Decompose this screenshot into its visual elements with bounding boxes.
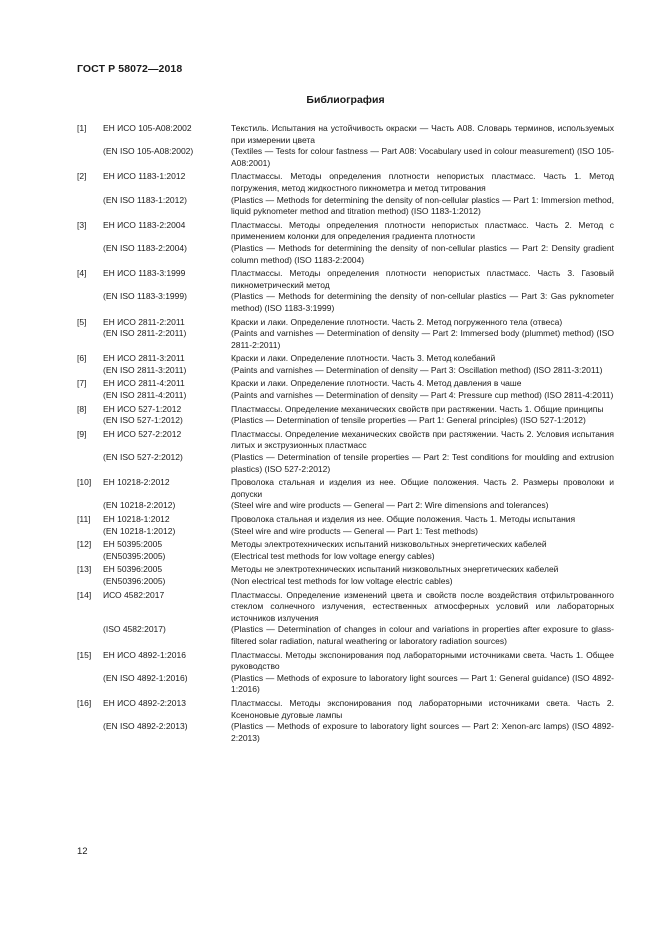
entry-number [77, 415, 103, 427]
entry-reference: (EN 10218-2:2012) [103, 500, 176, 511]
entry-description: (Non electrical test methods for low voltage electric cables) [231, 575, 453, 586]
entry-description: Проволока стальная и изделия из нее. Общие положения. Часть 1. Методы испытания [231, 514, 576, 524]
entry-description: Пластмассы. Методы экспонирования под лабораторными источниками света. Часть 1. Общее руководство [231, 649, 614, 672]
entry-reference: EH 50395:2005 [103, 539, 163, 550]
entry-reference: ЕН ИСО 4892-1:2016 [103, 649, 186, 660]
entry-reference: ЕН ИСО 2811-4:2011 [103, 378, 185, 389]
entry-reference: (EN ISO 105-A08:2002) [103, 146, 194, 157]
entry-number [77, 500, 103, 512]
entry-number [77, 721, 103, 744]
entry-description: Пластмассы. Методы определения плотности непористых пластмасс. Часть 3. Газовый пикнометрический метод [231, 268, 614, 290]
entry-description: Краски и лаки. Определение плотности. Часть 2. Метод погруженного тела (отвеса) [231, 316, 563, 327]
entry-reference: (EN50396:2005) [103, 575, 166, 586]
bibliography-entry [77, 268, 614, 314]
entry-description: Методы не электротехнических испытаний низковольтных энергетических кабелей [231, 564, 559, 575]
entry-reference: (EN ISO 2811-4:2011) [103, 390, 187, 401]
entry-reference: ЕН ИСО 1183-3:1999 [103, 268, 186, 279]
entry-reference: ЕН 10218-1:2012 [103, 514, 170, 524]
page-number: 12 [77, 846, 88, 857]
entry-number [77, 291, 103, 314]
entry-number [77, 624, 103, 647]
entry-reference: (EN ISO 527-1:2012) [103, 415, 183, 426]
entry-reference: ЕН ИСО 527-2:2012 [103, 428, 182, 439]
entry-number: [7] [77, 378, 87, 389]
entry-number: [15] [77, 649, 92, 660]
bibliography-entry [77, 477, 614, 512]
entry-number [77, 551, 103, 563]
standard-header: ГОСТ Р 58072—2018 [77, 63, 183, 75]
entry-description: (Plastics — Determination of tensile properties — Part 1: General principles) (ISO 527-1:2012) [231, 415, 586, 426]
entry-description: (Steel wire and wire products — General — Part 2: Wire dimensions and tolerances) [231, 500, 549, 511]
bibliography-entry [77, 404, 614, 427]
entry-reference: ЕН ИСО 105-А08:2002 [103, 123, 192, 133]
entry-reference: (EN ISO 4892-2:2013) [103, 721, 188, 732]
entry-reference: (EN 10218-1:2012) [103, 525, 176, 536]
entry-reference: ЕН ИСО 527-1:2012 [103, 403, 182, 414]
entry-description: Пластмассы. Методы экспонирования под лабораторными источниками света. Часть 2. Ксеноновые дуговые лампы [231, 697, 614, 720]
entry-number: [16] [77, 697, 92, 708]
bibliography-entry [77, 539, 614, 562]
entry-description: (Steel wire and wire products — General — Part 1: Test methods) [231, 525, 478, 536]
entry-reference: ИСО 4582:2017 [103, 589, 165, 600]
entry-number: [5] [77, 316, 87, 327]
bibliography-entry [77, 590, 614, 648]
entry-description: (Plastics — Determination of changes in colour and variations in properties after exposure to glass-filtered solar radiation, natural weathering or laboratory radiation sources) [231, 624, 614, 646]
bibliography-entry [77, 514, 614, 537]
entry-number [77, 243, 103, 266]
bibliography-entry [77, 564, 614, 587]
bibliography-list [77, 123, 614, 746]
entry-number: [4] [77, 268, 87, 279]
entry-number: [8] [77, 403, 87, 414]
entry-description: Пластмассы. Определение изменений цвета и свойств после воздействия отфильтрованного стеклом солнечного излучения, естественных атмосферных условий или лабораторных источников излучения [231, 589, 614, 623]
entry-reference: (EN ISO 1183-2:2004) [103, 242, 187, 253]
entry-number: [11] [77, 514, 91, 524]
bibliography-entry [77, 171, 614, 217]
entry-reference: (EN ISO 527-2:2012) [103, 452, 183, 463]
bibliography-entry [77, 123, 614, 169]
entry-description: Пластмассы. Методы определения плотности непористых пластмасс. Часть 2. Метод с применением колонки для определения градиента плотности [231, 219, 614, 242]
entry-description: (Plastics — Methods of exposure to laboratory light sources — Part 1: General guidance) (ISO 4892-1:2016) [231, 672, 614, 695]
entry-number [77, 195, 103, 218]
section-title: Библиография [306, 94, 385, 106]
entry-reference: (EN ISO 4892-1:2016) [103, 672, 188, 683]
entry-description: (Plastics — Methods of exposure to laboratory light sources — Part 2: Xenon-arc lamps) (ISO 4892-2:2013) [231, 721, 614, 743]
entry-reference: ЕН 10218-2:2012 [103, 477, 170, 488]
entry-description: Пластмассы. Определение механических свойств при растяжении. Часть 2. Условия испытания литых и экструзионных пластмасс [231, 428, 614, 451]
entry-description: (Plastics — Methods for determining the density of non-cellular plastics — Part 2: Density gradient column method) (ISO 1183-2:2004) [231, 242, 614, 265]
entry-reference: (EN ISO 1183-3:1999) [103, 291, 187, 302]
bibliography-entry [77, 698, 614, 744]
entry-description: (Electrical test methods for low voltage energy cables) [231, 550, 435, 561]
entry-number: [2] [77, 171, 87, 182]
entry-reference: (EN ISO 2811-3:2011) [103, 364, 187, 375]
entry-number [77, 146, 103, 169]
bibliography-entry [77, 317, 614, 352]
entry-number: [9] [77, 428, 87, 439]
entry-number [77, 452, 103, 475]
entry-number [77, 576, 103, 588]
entry-description: (Textiles — Tests for colour fastness — Part A08: Vocabulary used in colour measurement) (ISO 105-A08:2001) [231, 146, 614, 168]
entry-reference: ЕН ИСО 2811-3:2011 [103, 353, 185, 364]
entry-description: Методы электротехнических испытаний низковольтных энергетических кабелей [231, 539, 547, 550]
entry-reference: ЕН ИСО 1183-1:2012 [103, 171, 186, 182]
entry-description: Текстиль. Испытания на устойчивость окраски — Часть А08. Словарь терминов, используемых при измерении цвета [231, 123, 614, 145]
entry-number: [13] [77, 564, 92, 575]
entry-number [77, 328, 103, 351]
entry-reference: (EN ISO 2811-2:2011) [103, 328, 187, 339]
bibliography-entry [77, 220, 614, 266]
entry-description: (Plastics — Methods for determining the density of non-cellular plastics — Part 1: Immersion method, liquid pyknometer method and titration method) (ISO 1183-1:2012) [231, 194, 614, 217]
entry-reference: ЕН ИСО 4892-2:2013 [103, 697, 186, 708]
entry-reference: (EN50395:2005) [103, 550, 166, 561]
entry-description: Краски и лаки. Определение плотности. Часть 3. Метод колебаний [231, 353, 496, 364]
bibliography-entry [77, 429, 614, 475]
bibliography-entry [77, 353, 614, 376]
entry-reference: ЕН ИСО 2811-2:2011 [103, 316, 185, 327]
entry-number: [3] [77, 219, 87, 230]
entry-number [77, 526, 103, 538]
entry-description: Краски и лаки. Определение плотности. Часть 4. Метод давления в чаше [231, 378, 522, 389]
entry-description: Проволока стальная и изделия из нее. Общие положения. Часть 2. Размеры проволоки и допуски [231, 477, 614, 499]
entry-reference: EH 50396:2005 [103, 564, 163, 575]
entry-number: [6] [77, 353, 87, 364]
entry-number [77, 365, 103, 377]
entry-number: [1] [77, 123, 87, 133]
entry-reference: ЕН ИСО 1183-2:2004 [103, 219, 186, 230]
entry-description: (Paints and varnishes — Determination of density — Part 2: Immersed body (plummet) method) (ISO 2811-2:2011) [231, 328, 614, 350]
entry-number: [12] [77, 539, 92, 550]
entry-description: (Plastics — Methods for determining the density of non-cellular plastics — Part 3: Gas pyknometer method) (ISO 1183-3:1999) [231, 291, 614, 313]
entry-number: [10] [77, 477, 92, 488]
entry-number [77, 390, 103, 402]
bibliography-entry [77, 378, 614, 401]
entry-reference: (ISO 4582:2017) [103, 624, 166, 635]
entry-number [77, 673, 103, 696]
entry-description: (Plastics — Determination of tensile properties — Part 2: Test conditions for moulding and extrusion plastics) (ISO 527-2:2012) [231, 452, 614, 474]
entry-number: [14] [77, 589, 92, 600]
entry-description: Пластмассы. Методы определения плотности непористых пластмасс. Часть 1. Метод погружения, метод жидкостного пикнометра и метод титрования [231, 171, 614, 193]
entry-description: (Paints and varnishes — Determination of density — Part 4: Pressure cup method) (ISO 2811-4:2011) [231, 390, 614, 401]
bibliography-entry [77, 650, 614, 696]
entry-reference: (EN ISO 1183-1:2012) [103, 194, 187, 205]
entry-description: (Paints and varnishes — Determination of density — Part 3: Oscillation method) (ISO 2811-3:2011) [231, 364, 603, 375]
entry-description: Пластмассы. Определение механических свойств при растяжении. Часть 1. Общие принципы [231, 403, 604, 414]
